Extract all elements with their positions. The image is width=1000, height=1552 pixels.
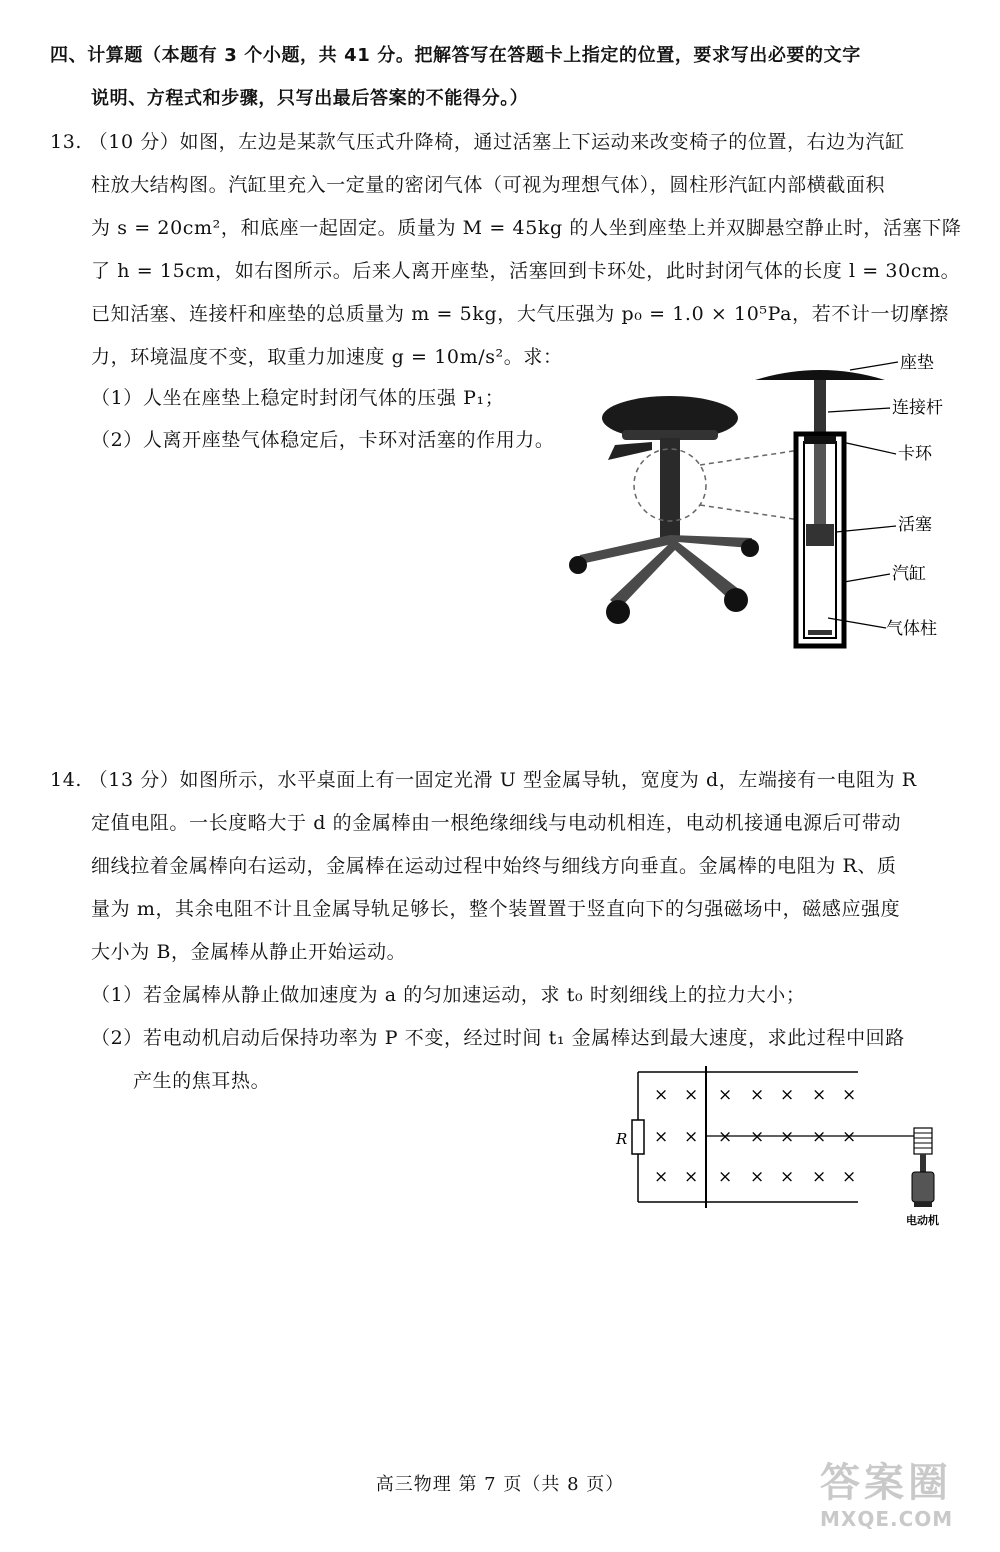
label-piston: 活塞: [898, 515, 932, 535]
field-x: ×: [812, 1085, 827, 1105]
field-x: ×: [780, 1167, 795, 1187]
q13-subquestion-1: （1）人坐在座垫上稳定时封闭气体的压强 P₁；: [91, 387, 505, 409]
lift-chair-figure: [560, 350, 980, 660]
field-x: ×: [684, 1127, 699, 1147]
q13-line: 力，环境温度不变，取重力加速度 g = 10m/s²。求：: [91, 346, 563, 368]
field-x: ×: [684, 1167, 699, 1187]
section-title-line2: 说明、方程式和步骤，只写出最后答案的不能得分。）: [91, 88, 529, 109]
q13-line: 已知活塞、连接杆和座垫的总质量为 m = 5kg，大气压强为 p₀ = 1.0 × 10⁵Pa，若不计一切摩擦: [91, 303, 949, 325]
field-x: ×: [842, 1127, 857, 1147]
field-x: ×: [654, 1167, 669, 1187]
motor-label: 电动机: [906, 1214, 939, 1227]
gas-column-base: [808, 630, 832, 635]
field-x: ×: [842, 1167, 857, 1187]
field-x: ×: [812, 1167, 827, 1187]
q14-line: 细线拉着金属棒向右运动，金属棒在运动过程中始终与细线方向垂直。金属棒的电阻为 R、质: [91, 855, 897, 877]
q13-subquestion-2: （2）人离开座垫气体稳定后，卡环对活塞的作用力。: [91, 429, 555, 451]
q13-line: 柱放大结构图。汽缸里充入一定量的密闭气体（可视为理想气体），圆柱形汽缸内部横截面积: [91, 174, 886, 196]
field-x: ×: [718, 1167, 733, 1187]
cylinder-seat: [755, 370, 885, 380]
field-x: ×: [684, 1085, 699, 1105]
connecting-rod: [814, 380, 826, 438]
chair-shaft: [660, 438, 680, 538]
field-x: ×: [780, 1085, 795, 1105]
magnetic-field-marks: [654, 1085, 856, 1187]
page-footer: 高三物理 第 7 页（共 8 页）: [375, 1474, 625, 1495]
label-ring: 卡环: [898, 444, 932, 464]
q14-subquestion-2: （2）若电动机启动后保持功率为 P 不变，经过时间 t₁ 金属棒达到最大速度，求此过程中回路: [91, 1027, 905, 1049]
field-x: ×: [812, 1127, 827, 1147]
section-title-line1: 四、计算题（本题有 3 个小题，共 41 分。把解答写在答题卡上指定的位置，要求写出必要的文字: [50, 45, 861, 66]
field-x: ×: [780, 1127, 795, 1147]
q13-line: 了 h = 15cm，如右图所示。后来人离开座垫，活塞回到卡环处，此时封闭气体的长度 l = 30cm。: [91, 260, 961, 282]
watermark-en: MXQE.COM: [820, 1507, 954, 1531]
field-x: ×: [750, 1127, 765, 1147]
q14-subquestion-2-cont: 产生的焦耳热。: [133, 1070, 271, 1092]
snap-ring: [804, 436, 836, 444]
q13-line: 为 s = 20cm²，和底座一起固定。质量为 M = 45kg 的人坐到座垫上并双脚悬空静止时，活塞下降: [91, 217, 962, 239]
resistor-label: R: [616, 1130, 628, 1148]
field-x: ×: [718, 1127, 733, 1147]
field-x: ×: [718, 1085, 733, 1105]
field-x: ×: [750, 1085, 765, 1105]
rail-circuit-figure: [610, 1062, 960, 1232]
field-x: ×: [750, 1167, 765, 1187]
q14-line: 量为 m，其余电阻不计且金属导轨足够长，整个装置置于竖直向下的匀强磁场中，磁感应强度: [91, 898, 901, 920]
field-x: ×: [654, 1085, 669, 1105]
label-gas: 气体柱: [886, 619, 937, 639]
field-x: ×: [842, 1085, 857, 1105]
watermark-cn: 答案圈: [820, 1460, 952, 1506]
watermark: [820, 1460, 990, 1545]
label-rod: 连接杆: [892, 398, 943, 418]
q14-line: 14. （13 分）如图所示，水平桌面上有一固定光滑 U 型金属导轨，宽度为 d，左端接有一电阻为 R: [50, 769, 917, 791]
piston: [806, 524, 834, 546]
q13-line: 13. （10 分）如图，左边是某款气压式升降椅，通过活塞上下运动来改变椅子的位置，右边为汽缸: [50, 131, 905, 153]
q14-line: 大小为 B，金属棒从静止开始运动。: [91, 941, 407, 963]
motor-icon: [912, 1128, 934, 1207]
field-x: ×: [654, 1127, 669, 1147]
q14-line: 定值电阻。一长度略大于 d 的金属棒由一根绝缘细线与电动机相连，电动机接通电源后可带动: [91, 812, 902, 834]
label-seat: 座垫: [900, 353, 934, 373]
q14-subquestion-1: （1）若金属棒从静止做加速度为 a 的匀加速运动，求 t₀ 时刻细线上的拉力大小；: [91, 984, 806, 1006]
label-cylinder: 汽缸: [892, 564, 926, 584]
resistor: [632, 1120, 644, 1154]
